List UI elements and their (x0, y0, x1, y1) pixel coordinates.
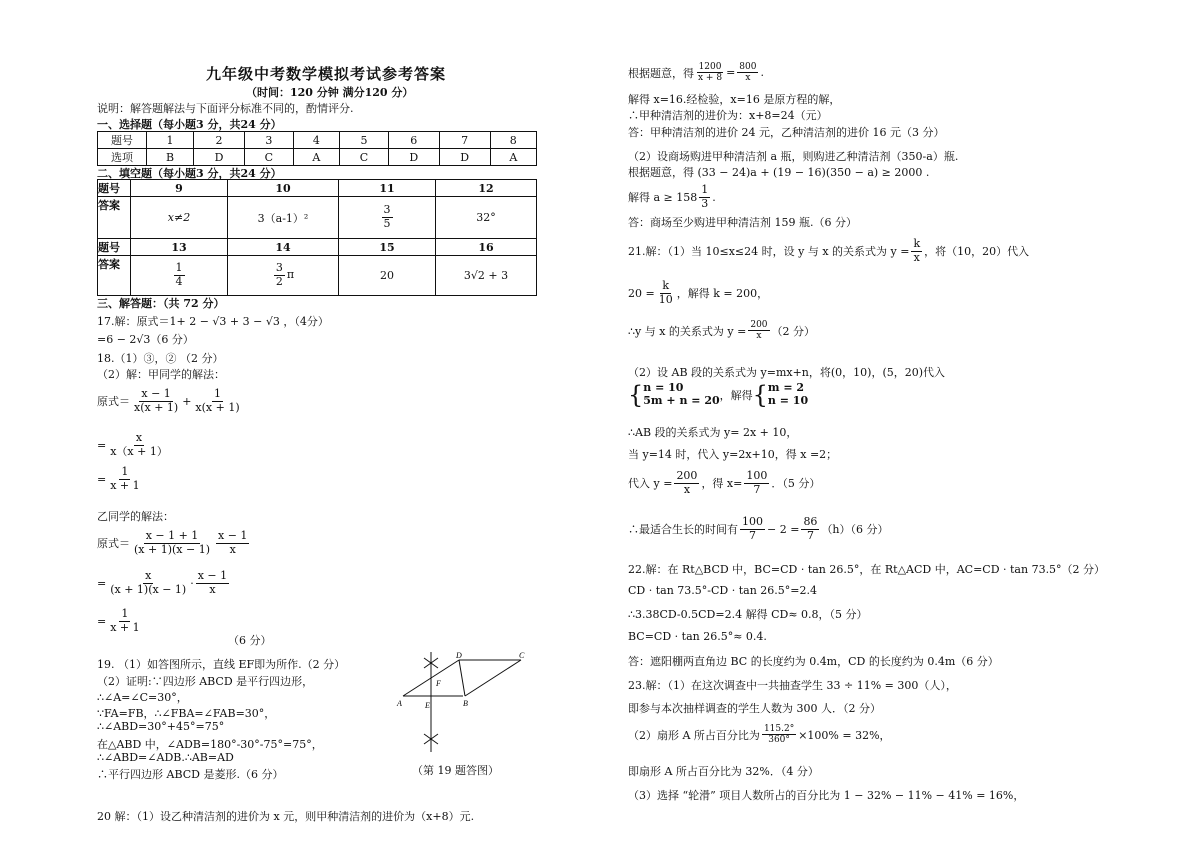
q19-figure (395, 648, 535, 758)
jia-step3: = $\frac{1}{x + 1}$ (97, 465, 140, 492)
number-cell: 4 (293, 132, 339, 149)
answer-cell: 3（a-1）² (228, 197, 339, 239)
q21-line2: 20 = $\frac{k}{10}$ ，解得 k = 200， (628, 279, 769, 306)
row-label: 题号 (98, 132, 147, 149)
jia-step1: 原式＝ $\frac{x - 1}{x(x + 1)}$ + $\frac{1}{x(x + 1)}$ (97, 387, 240, 414)
q21-line8: ∴最适合生长的时间有 $\frac{100}{7}$ − 2 = $\frac{86}{7}$ （h）（6 分） (628, 515, 889, 542)
q19-line: 19. （1）如答图所示，直线 EF即为所作.（2 分） (97, 658, 346, 671)
r2: 解得 x=16.经检验，x=16 是原方程的解， (628, 93, 841, 106)
q23-line3: （2）扇形 A 所占百分比为 $\frac{115.2^\circ}{360^\circ}$ ×100% = 32%， (628, 724, 891, 746)
number-cell: 1 (147, 132, 194, 149)
q21-line1: 21.解：（1）当 10≤x≤24 时，设 y 与 x 的关系式为 y = $\frac{k}{x}$ ，将（10，20）代入 (628, 237, 1030, 264)
label-a: A (397, 699, 402, 708)
yi-step2: = $\frac{x}{(x + 1)(x - 1)}$ · $\frac{x - 1}{x}$ (97, 569, 228, 596)
section1-heading: 一、选择题（每小题3 分，共24 分） (97, 118, 282, 131)
q22-line2: CD · tan 73.5°-CD · tan 26.5°=2.4 (628, 584, 817, 597)
q19-line: ∴∠ABD=∠ADB.∴AB=AD (97, 751, 234, 764)
number-cell: 10 (228, 180, 339, 197)
choice-answer-table (97, 131, 537, 166)
q21-line5: ∴AB 段的关系式为 y= 2x + 10， (628, 426, 798, 439)
q23-line1: 23.解：（1）在这次调查中一共抽查学生 33 ÷ 11% = 300（人）， (628, 679, 957, 692)
q19-line: ∵FA=FB，∴∠FBA=∠FAB=30°， (97, 707, 276, 720)
q17-line2: =6 − 2√3（6 分） (97, 333, 194, 346)
answer-cell: A (490, 149, 536, 166)
label-b: B (463, 699, 468, 708)
r1-equation: 根据题意，得 $\frac{1200}{x + 8}$ = $\frac{800}{x}$ . (628, 62, 764, 84)
q21-system: { n = 10 5m + n = 20 ，解得 { m = 2 n = 10 (628, 380, 809, 409)
answer-cell: C (340, 149, 389, 166)
answer-cell: D (439, 149, 490, 166)
answer-cell: x≠2 (131, 197, 228, 239)
number-cell: 5 (340, 132, 389, 149)
number-cell: 13 (131, 239, 228, 256)
label-e: E (425, 701, 430, 710)
grading-note: 说明：解答题解法与下面评分标准不同的，酌情评分. (97, 102, 354, 115)
q22-line5: 答：遮阳棚两直角边 BC 的长度约为 0.4m，CD 的长度约为 0.4m（6 分） (628, 655, 999, 668)
section2-heading: 二、填空题（每小题3 分，共24 分） (97, 167, 282, 180)
yi-label: 乙同学的解法： (97, 510, 174, 523)
row-label: 题号 (98, 239, 131, 256)
q18-line2: （2）解：甲同学的解法： (97, 368, 225, 381)
q21-line4: （2）设 AB 段的关系式为 y=mx+n，将(0，10)，(5，20)代入 (628, 366, 946, 379)
label-f: F (436, 679, 441, 688)
r6: 根据题意，得 (33 − 24)a + (19 − 16)(350 − a) ≥ 2000 . (628, 166, 930, 179)
number-cell: 7 (439, 132, 490, 149)
q21-line3: ∴y 与 x 的关系式为 y = $\frac{200}{x}$ （2 分） (628, 320, 816, 342)
label-c: C (519, 651, 525, 660)
r7: 解得 a ≥ 158 $\frac{1}{3}$ . (628, 183, 716, 210)
yi-step1: 原式＝ $\frac{x - 1 + 1}{(x + 1)(x - 1)}$ $\frac{x - 1}{x}$ (97, 529, 248, 556)
answer-cell: A (293, 149, 339, 166)
number-cell: 16 (436, 239, 537, 256)
fill-answer-table (97, 179, 537, 296)
row-label: 答案 (98, 197, 131, 239)
number-cell: 2 (194, 132, 245, 149)
q19-line: 在△ABD 中，∠ADB=180°-30°-75°=75°， (97, 738, 323, 751)
label-d: D (456, 651, 462, 660)
answer-cell: 20 (339, 256, 436, 296)
q17-line1: 17.解：原式＝1+ 2 − √3 + 3 − √3 ，（4分） (97, 315, 329, 328)
answer-cell: $\frac{3}{5}$ (339, 197, 436, 239)
number-cell: 11 (339, 180, 436, 197)
answer-cell: B (147, 149, 194, 166)
answer-cell: 3√2 + 3 (436, 256, 537, 296)
q19-line: ∴∠ABD=30°+45°=75° (97, 720, 225, 733)
r4: 答：甲种清洁剂的进价 24 元，乙种清洁剂的进价 16 元（3 分） (628, 126, 945, 139)
number-cell: 9 (131, 180, 228, 197)
number-cell: 12 (436, 180, 537, 197)
r5: （2）设商场购进甲种清洁剂 a 瓶，则购进乙种清洁剂（350-a）瓶. (628, 150, 959, 163)
q22-line1: 22.解：在 Rt△BCD 中，BC=CD · tan 26.5°，在 Rt△ACD 中，AC=CD · tan 73.5°（2 分） (628, 563, 1106, 576)
figure-caption: （第 19 题答图） (412, 764, 499, 777)
choice-number-row (98, 132, 537, 149)
answer-cell: $\frac{3}{2}$ π (228, 256, 339, 296)
number-cell: 14 (228, 239, 339, 256)
q23-line5: （3）选择 “轮滑” 项目人数所占的百分比为 1 − 32% − 11% − 41% = 16%， (628, 789, 1025, 802)
q23-line2: 即参与本次抽样调查的学生人数为 300 人．（2 分） (628, 702, 881, 715)
row-label: 答案 (98, 256, 131, 296)
q19-line: ∴平行四边形 ABCD 是菱形.（6 分） (97, 768, 284, 781)
number-cell: 15 (339, 239, 436, 256)
q18-score: （6 分） (228, 634, 272, 647)
q19-line: ∴∠A=∠C=30°， (97, 691, 188, 704)
q18-line1: 18.（1）③，② （2 分） (97, 352, 224, 365)
choice-answer-row (98, 149, 537, 166)
number-cell: 6 (388, 132, 439, 149)
q23-line4: 即扇形 A 所占百分比为 32%．（4 分） (628, 765, 819, 778)
q21-line7: 代入 y = $\frac{200}{x}$ ，得 x= $\frac{100}{7}$ ．（5 分） (628, 469, 821, 496)
answer-cell: 32° (436, 197, 537, 239)
q22-line3: ∴3.38CD-0.5CD=2.4 解得 CD≈ 0.8，（5 分） (628, 608, 868, 621)
section3-heading: 三、解答题：（共 72 分） (97, 297, 225, 310)
answer-cell: C (244, 149, 293, 166)
yi-step3: = $\frac{1}{x + 1}$ (97, 607, 140, 634)
page-subtitle: （时间：120 分钟 满分120 分） (246, 86, 414, 99)
jia-step2: = $\frac{x}{x(x + 1)}$ (97, 431, 168, 458)
row-label: 选项 (98, 149, 147, 166)
q20-line1: 20 解：（1）设乙种清洁剂的进价为 x 元，则甲种清洁剂的进价为（x+8）元. (97, 810, 475, 823)
r8: 答：商场至少购进甲种清洁剂 159 瓶.（6 分） (628, 216, 857, 229)
page-title: 九年级中考数学模拟考试参考答案 (206, 65, 447, 83)
number-cell: 8 (490, 132, 536, 149)
answer-cell: D (194, 149, 245, 166)
r3: ∴甲种清洁剂的进价为：x+8=24（元） (628, 109, 828, 122)
row-label: 题号 (98, 180, 131, 197)
q22-line4: BC=CD · tan 26.5°≈ 0.4. (628, 630, 767, 643)
number-cell: 3 (244, 132, 293, 149)
q21-line6: 当 y=14 时，代入 y=2x+10，得 x =2； (628, 448, 838, 461)
answer-cell: $\frac{1}{4}$ (131, 256, 228, 296)
answer-cell: D (388, 149, 439, 166)
q19-line: （2）证明:∵四边形 ABCD 是平行四边形， (97, 675, 314, 688)
